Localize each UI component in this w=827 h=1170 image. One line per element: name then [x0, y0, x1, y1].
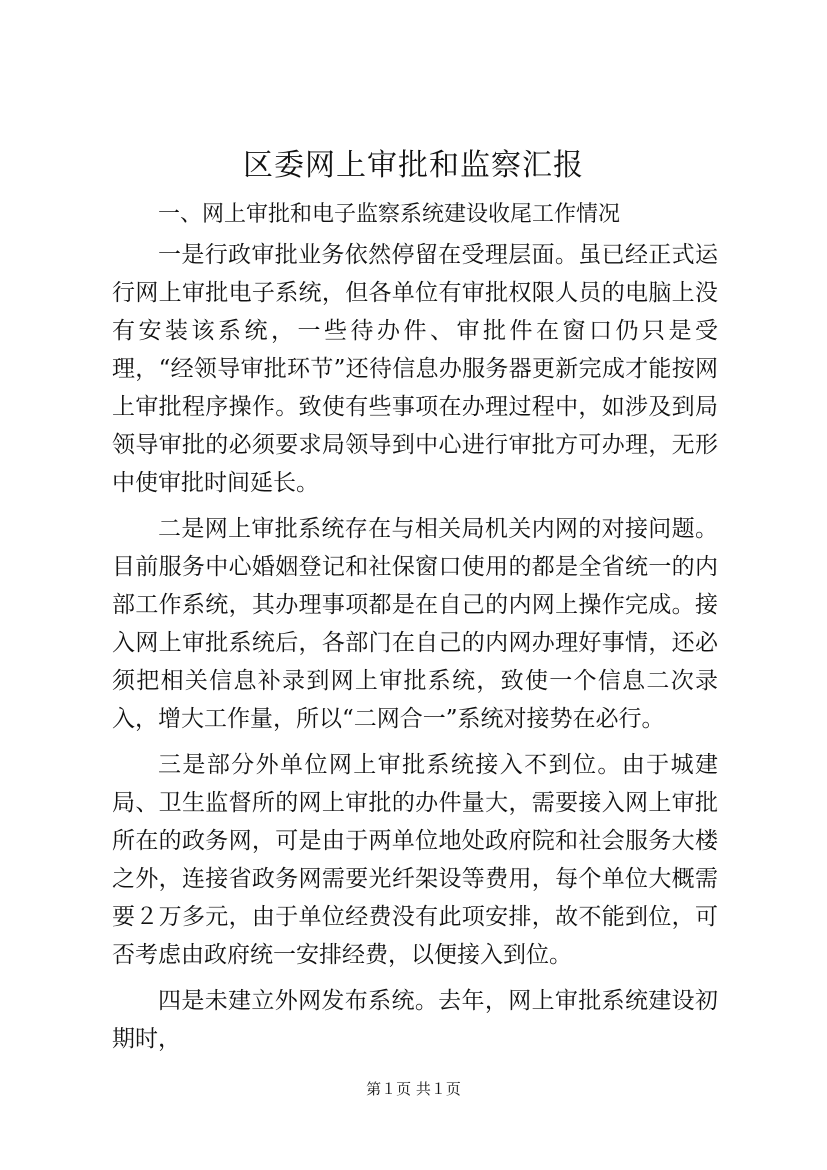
paragraph-2: 二是网上审批系统存在与相关局机关内网的对接问题。目前服务中心婚姻登记和社保窗口使用的都是全省统一的内部工作系统，其办理事项都是在自己的内网上操作完成。接入网上审批系统后，各部门在自己的内网办理好事情，还必须把相关信息补录到网上审批系统，致使一个信息二次录入，增大工作量，所以“二网合一”系统对接势在必行。 [112, 516, 718, 732]
page-footer: 第１页 共１页 [366, 1080, 461, 1098]
paragraph-3: 三是部分外单位网上审批系统接入不到位。由于城建局、卫生监督所的网上审批的办件量大，需要接入网上审批所在的政务网，可是由于两单位地处政府院和社会服务大楼之外，连接省政务网需要光纤架设等费用，每个单位大概需要２万多元，由于单位经费没有此项安排，故不能到位，可否考虑由政府统一安排经费，以便接入到位。 [112, 752, 718, 968]
paragraph-1: 一是行政审批业务依然停留在受理层面。虽已经正式运行网上审批电子系统，但各单位有审批权限人员的电脑上没有安装该系统，一些待办件、审批件在窗口仍只是受理，“经领导审批环节”还待信息办服务器更新完成才能按网上审批程序操作。致使有些事项在办理过程中，如涉及到局领导审批的必须要求局领导到中心进行审批方可办理，无形中使审批时间延长。 [112, 242, 718, 496]
document-body [112, 202, 718, 1066]
paragraph-4: 四是未建立外网发布系统。去年，网上审批系统建设初期时， [112, 988, 718, 1052]
section-heading: 一、网上审批和电子监察系统建设收尾工作情况 [158, 202, 621, 227]
document-title: 区委网上审批和监察汇报 [243, 148, 584, 183]
